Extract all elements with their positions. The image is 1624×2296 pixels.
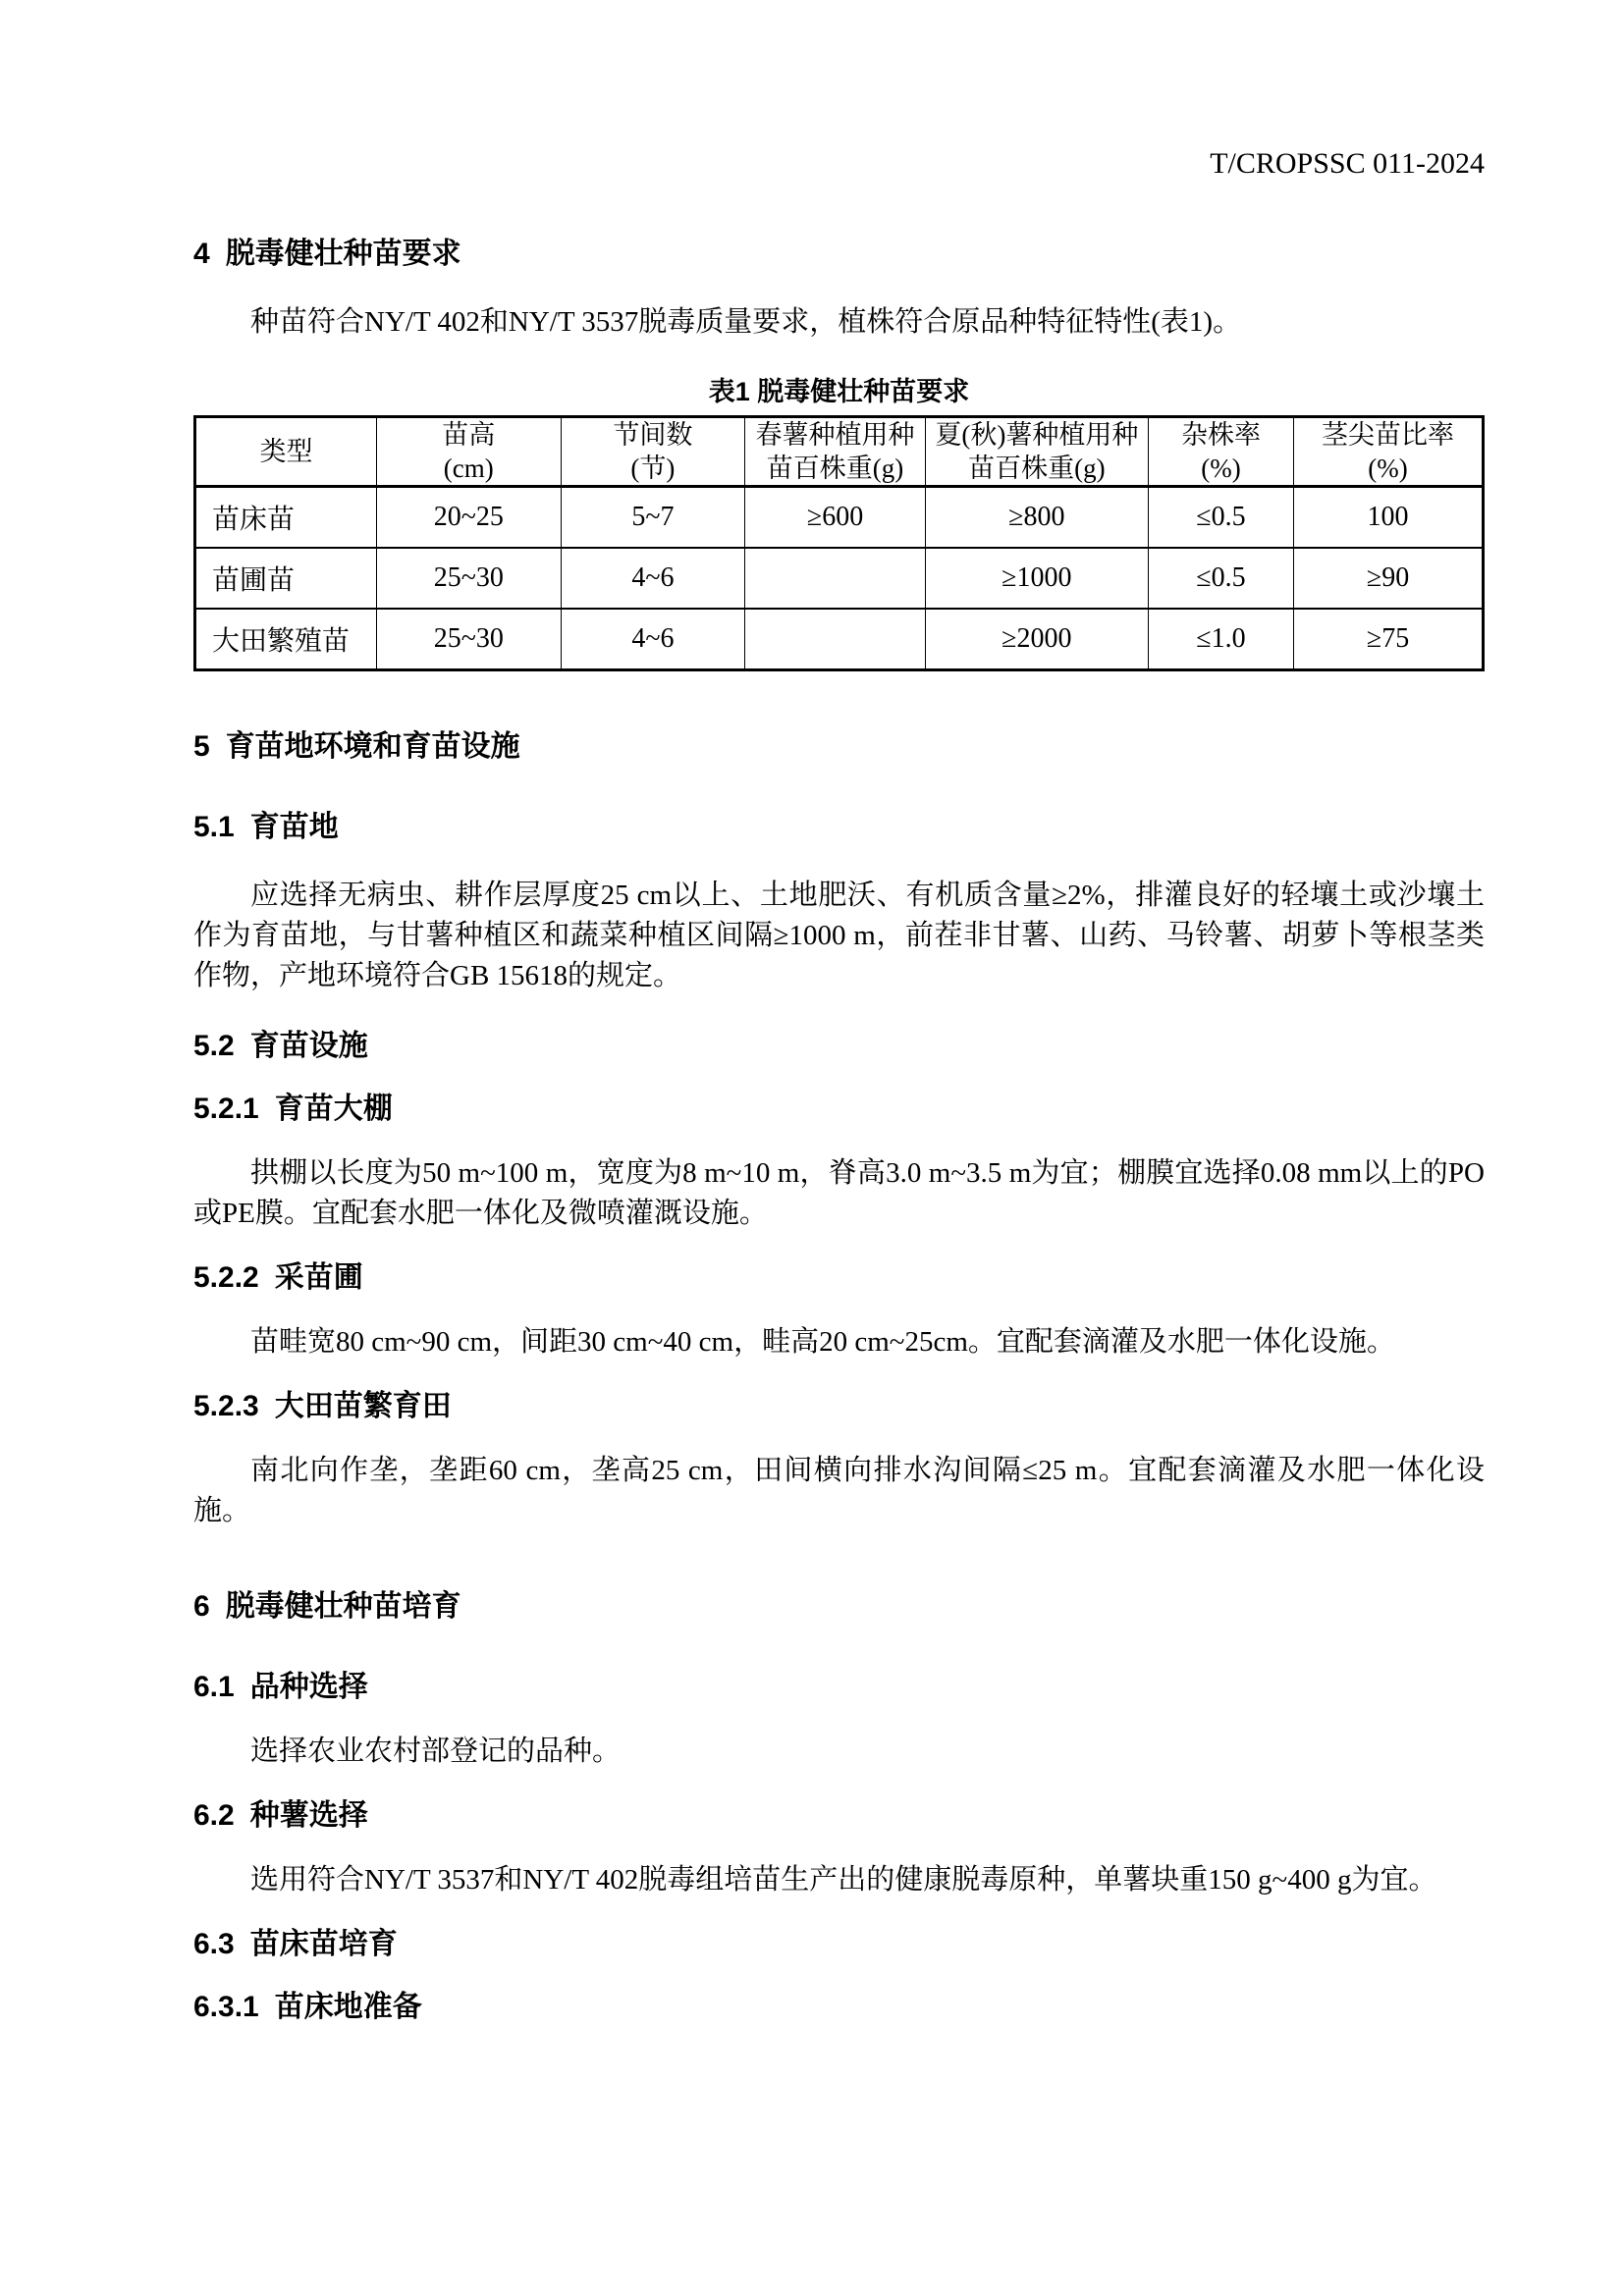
table-cell: 苗床苗 xyxy=(195,487,377,549)
header-line: 类型 xyxy=(259,437,313,466)
heading-section-6 xyxy=(193,1588,1485,1626)
heading-section-6-2 xyxy=(193,1797,1485,1835)
paragraph-section-6-1: 选择农业农村部登记的品种。 xyxy=(250,1735,622,1767)
header-line: (%) xyxy=(1368,454,1408,483)
section-number: 5.1 xyxy=(193,811,235,843)
table-cell: ≥75 xyxy=(1294,609,1484,670)
section-title: 育苗地 xyxy=(249,811,339,843)
table1-header-summer-weight xyxy=(925,417,1148,487)
table-cell: ≤0.5 xyxy=(1148,487,1293,549)
heading-section-6-1 xyxy=(193,1669,1485,1706)
header-line: 春薯种植用种 xyxy=(755,420,915,450)
paragraph-section-4: 种苗符合NY/T 402和NY/T 3537脱毒质量要求，植株符合原品种特征特性(表1)。 xyxy=(250,306,1242,338)
heading-section-5-2-2 xyxy=(193,1259,1485,1297)
table-cell: 20~25 xyxy=(376,487,561,549)
table-cell: ≥600 xyxy=(745,487,926,549)
heading-section-5-2-1 xyxy=(193,1091,1485,1128)
section-title: 脱毒健壮种苗培育 xyxy=(225,1590,461,1623)
header-line: 苗百株重(g) xyxy=(766,454,904,483)
table-cell: 大田繁殖苗 xyxy=(195,609,377,670)
table-cell: ≥2000 xyxy=(925,609,1148,670)
table-row xyxy=(195,548,1484,609)
section-title: 苗床苗培育 xyxy=(249,1928,398,1960)
section-title: 采苗圃 xyxy=(274,1261,363,1294)
section-number: 6 xyxy=(193,1590,210,1623)
table-cell: 5~7 xyxy=(561,487,745,549)
document-header xyxy=(193,147,1485,181)
table-cell: ≤0.5 xyxy=(1148,548,1293,609)
section-number: 6.1 xyxy=(193,1671,235,1703)
section-number: 5.2.3 xyxy=(193,1390,259,1422)
header-line: (%) xyxy=(1201,454,1241,483)
table-cell: 苗圃苗 xyxy=(195,548,377,609)
table1-header-tip-ratio xyxy=(1294,417,1484,487)
table1-header-row xyxy=(195,417,1484,487)
table-cell: ≥90 xyxy=(1294,548,1484,609)
header-line: (cm) xyxy=(443,454,494,483)
header-line: 苗百株重(g) xyxy=(968,454,1106,483)
table-cell: ≤1.0 xyxy=(1148,609,1293,670)
header-line: 夏(秋)薯种植用种 xyxy=(935,420,1139,450)
paragraph-section-5-1: 应选择无病虫、耕作层厚度25 cm以上、土地肥沃、有机质含量≥2%，排灌良好的轻壤土或沙壤土作为育苗地，与甘薯种植区和蔬菜种植区间隔≥1000 m，前茬非甘薯、山药、马铃薯、胡萝卜等根茎类作物，产地环境符合GB 15618的规定。 xyxy=(193,880,1485,991)
section-number: 5.2 xyxy=(193,1030,235,1062)
standard-number: T/CROPSSC 011-2024 xyxy=(1210,147,1485,180)
table1-caption: 表1 脱毒健壮种苗要求 xyxy=(708,377,970,406)
heading-section-5-1 xyxy=(193,809,1485,846)
section-title: 种薯选择 xyxy=(249,1799,368,1832)
heading-section-6-3 xyxy=(193,1926,1485,1963)
section-number: 6.2 xyxy=(193,1799,235,1832)
section-number: 6.3.1 xyxy=(193,1991,259,2023)
section-title: 脱毒健壮种苗要求 xyxy=(225,238,461,270)
table-cell: 25~30 xyxy=(376,548,561,609)
table-cell: 25~30 xyxy=(376,609,561,670)
header-line: 节间数 xyxy=(613,420,693,450)
heading-section-5-2-3 xyxy=(193,1388,1485,1425)
section-title: 苗床地准备 xyxy=(274,1991,422,2023)
table-cell: 4~6 xyxy=(561,548,745,609)
table-cell xyxy=(745,548,926,609)
section-number: 5.2.2 xyxy=(193,1261,259,1294)
heading-section-5 xyxy=(193,728,1485,766)
table-cell: ≥800 xyxy=(925,487,1148,549)
paragraph-section-5-2-2: 苗畦宽80 cm~90 cm，间距30 cm~40 cm，畦高20 cm~25cm。宜配套滴灌及水肥一体化设施。 xyxy=(250,1326,1395,1358)
table1-header-type xyxy=(195,417,377,487)
section-title: 育苗大棚 xyxy=(274,1093,393,1125)
header-line: (节) xyxy=(630,454,676,483)
table1-header-offtype-rate xyxy=(1148,417,1293,487)
section-number: 6.3 xyxy=(193,1928,235,1960)
table1-header-spring-weight xyxy=(745,417,926,487)
table-row xyxy=(195,487,1484,549)
section-title: 育苗地环境和育苗设施 xyxy=(225,730,520,763)
header-line: 苗高 xyxy=(442,420,496,450)
table1 xyxy=(193,415,1485,671)
paragraph-section-6-2: 选用符合NY/T 3537和NY/T 402脱毒组培苗生产出的健康脱毒原种，单薯块重150 g~400 g为宜。 xyxy=(250,1864,1437,1896)
header-line: 杂株率 xyxy=(1180,420,1261,450)
heading-section-4 xyxy=(193,236,1485,273)
section-number: 5 xyxy=(193,730,210,763)
paragraph-section-5-2-3: 南北向作垄，垄距60 cm，垄高25 cm，田间横向排水沟间隔≤25 m。宜配套滴灌及水肥一体化设施。 xyxy=(193,1455,1485,1526)
section-title: 育苗设施 xyxy=(249,1030,368,1062)
table1-header-internodes xyxy=(561,417,745,487)
heading-section-6-3-1 xyxy=(193,1989,1485,2026)
table-row xyxy=(195,609,1484,670)
heading-section-5-2 xyxy=(193,1028,1485,1065)
table-cell xyxy=(745,609,926,670)
table1-header-height xyxy=(376,417,561,487)
section-number: 4 xyxy=(193,238,210,270)
paragraph-section-5-2-1: 拱棚以长度为50 m~100 m，宽度为8 m~10 m，脊高3.0 m~3.5 m为宜；棚膜宜选择0.08 mm以上的PO或PE膜。宜配套水肥一体化及微喷灌溉设施。 xyxy=(193,1157,1485,1229)
table-cell: ≥1000 xyxy=(925,548,1148,609)
section-number: 5.2.1 xyxy=(193,1093,259,1125)
section-title: 品种选择 xyxy=(249,1671,368,1703)
section-title: 大田苗繁育田 xyxy=(274,1390,452,1422)
table-cell: 4~6 xyxy=(561,609,745,670)
header-line: 茎尖苗比率 xyxy=(1322,420,1455,450)
table-cell: 100 xyxy=(1294,487,1484,549)
